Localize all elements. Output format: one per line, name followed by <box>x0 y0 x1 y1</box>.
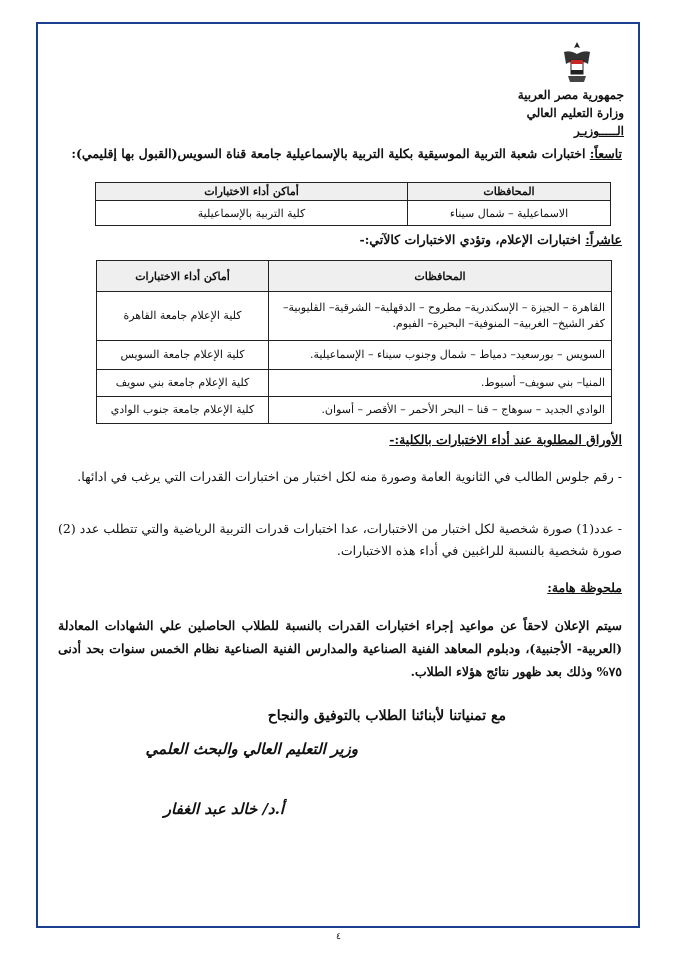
signature-title: وزير التعليم العالي والبحث العلمي <box>145 740 358 758</box>
section9-heading <box>60 146 622 162</box>
section9-label: تاسعاً: <box>589 146 622 161</box>
section10-label: عاشراً: <box>585 232 622 247</box>
table-header-governorates: المحافظات <box>408 183 611 201</box>
table-cell-location: كلية التربية بالإسماعيلية <box>96 201 408 226</box>
table-cell-governorates: القاهرة – الجيزة – الإسكندرية– مطروح – الدقهلية– الشرقية– القليوبية– كفر الشيخ– الغربية– المنوفية– البحيرة– الفيوم. <box>269 292 612 341</box>
page-number: ٤ <box>336 932 341 942</box>
table-row <box>96 201 611 226</box>
header-republic: جمهورية مصر العربية <box>517 88 624 102</box>
table-header-governorates: المحافظات <box>269 261 612 292</box>
papers-title: الأوراق المطلوبة عند أداء الاختبارات بالكلية:- <box>389 432 622 447</box>
table-row <box>97 341 612 370</box>
note-title: ملحوظة هامة: <box>547 580 622 595</box>
section9-title: اختبارات شعبة التربية الموسيقية بكلية التربية بالإسماعيلية جامعة قناة السويس(القبول بها إقليمي): <box>71 146 586 161</box>
papers-item-1: - رقم جلوس الطالب في الثانوية العامة وصورة منه لكل اختبار من اختبارات القدرات التي يرغب في ادائها. <box>77 469 622 484</box>
header-ministry: وزارة التعليم العالي <box>526 106 624 120</box>
table-cell-location: كلية الإعلام جامعة جنوب الوادي <box>97 397 269 424</box>
eagle-emblem-icon <box>560 40 594 88</box>
section10-title: اختبارات الإعلام، وتؤدي الاختبارات كالآتي:- <box>359 232 581 247</box>
table-cell-governorates: السويس – بورسعيد– دمياط – شمال وجنوب سيناء – الإسماعيلية. <box>269 341 612 370</box>
table-header-locations: أماكن أداء الاختبارات <box>96 183 408 201</box>
table-cell-governorates: المنيا– بني سويف– أسيوط. <box>269 370 612 397</box>
papers-item-2: - عدد(1) صورة شخصية لكل اختبار من الاختبارات، عدا اختبارات قدرات التربية الرياضية والتي تتطلب عدد (2) صورة شخصية بالنسبة للراغبين في أداء هذه الاختبارات. <box>58 521 622 558</box>
table-header-locations: أماكن أداء الاختبارات <box>97 261 269 292</box>
note-text: سيتم الإعلان لاحقاً عن مواعيد إجراء اختبارات القدرات بالنسبة للطلاب الحاصلين علي الشهادات المعادلة (العربية- الأجنبية)، ودبلوم المعاهد الفنية الصناعية والمدارس الفنية الصناعية نظام الخمس سنوات بحد أدنى ٧٥% وذلك بعد ظهور نتائج هؤلاء الطلاب. <box>58 618 622 679</box>
note-heading <box>547 580 622 596</box>
table-row <box>97 292 612 341</box>
table-cell-location: كلية الإعلام جامعة بني سويف <box>97 370 269 397</box>
media-exams-table <box>96 260 612 424</box>
table-cell-location: كلية الإعلام جامعة القاهرة <box>97 292 269 341</box>
table-cell-governorates: الوادي الجديد – سوهاج – قنا – البحر الأحمر – الأقصر – أسوان. <box>269 397 612 424</box>
table-row <box>97 397 612 424</box>
closing-wish: مع تمنياتنا لأبنائنا الطلاب بالتوفيق والنجاح <box>267 708 506 724</box>
section10-heading <box>360 232 623 248</box>
music-exams-table <box>95 182 611 226</box>
signature-name: أ.د/ خالد عبد الغفار <box>163 800 284 818</box>
papers-heading <box>389 432 622 448</box>
header-minister: الـــــوزيـر <box>573 124 624 138</box>
table-row <box>97 370 612 397</box>
table-cell-governorates: الاسماعيلية – شمال سيناء <box>408 201 611 226</box>
table-cell-location: كلية الإعلام جامعة السويس <box>97 341 269 370</box>
